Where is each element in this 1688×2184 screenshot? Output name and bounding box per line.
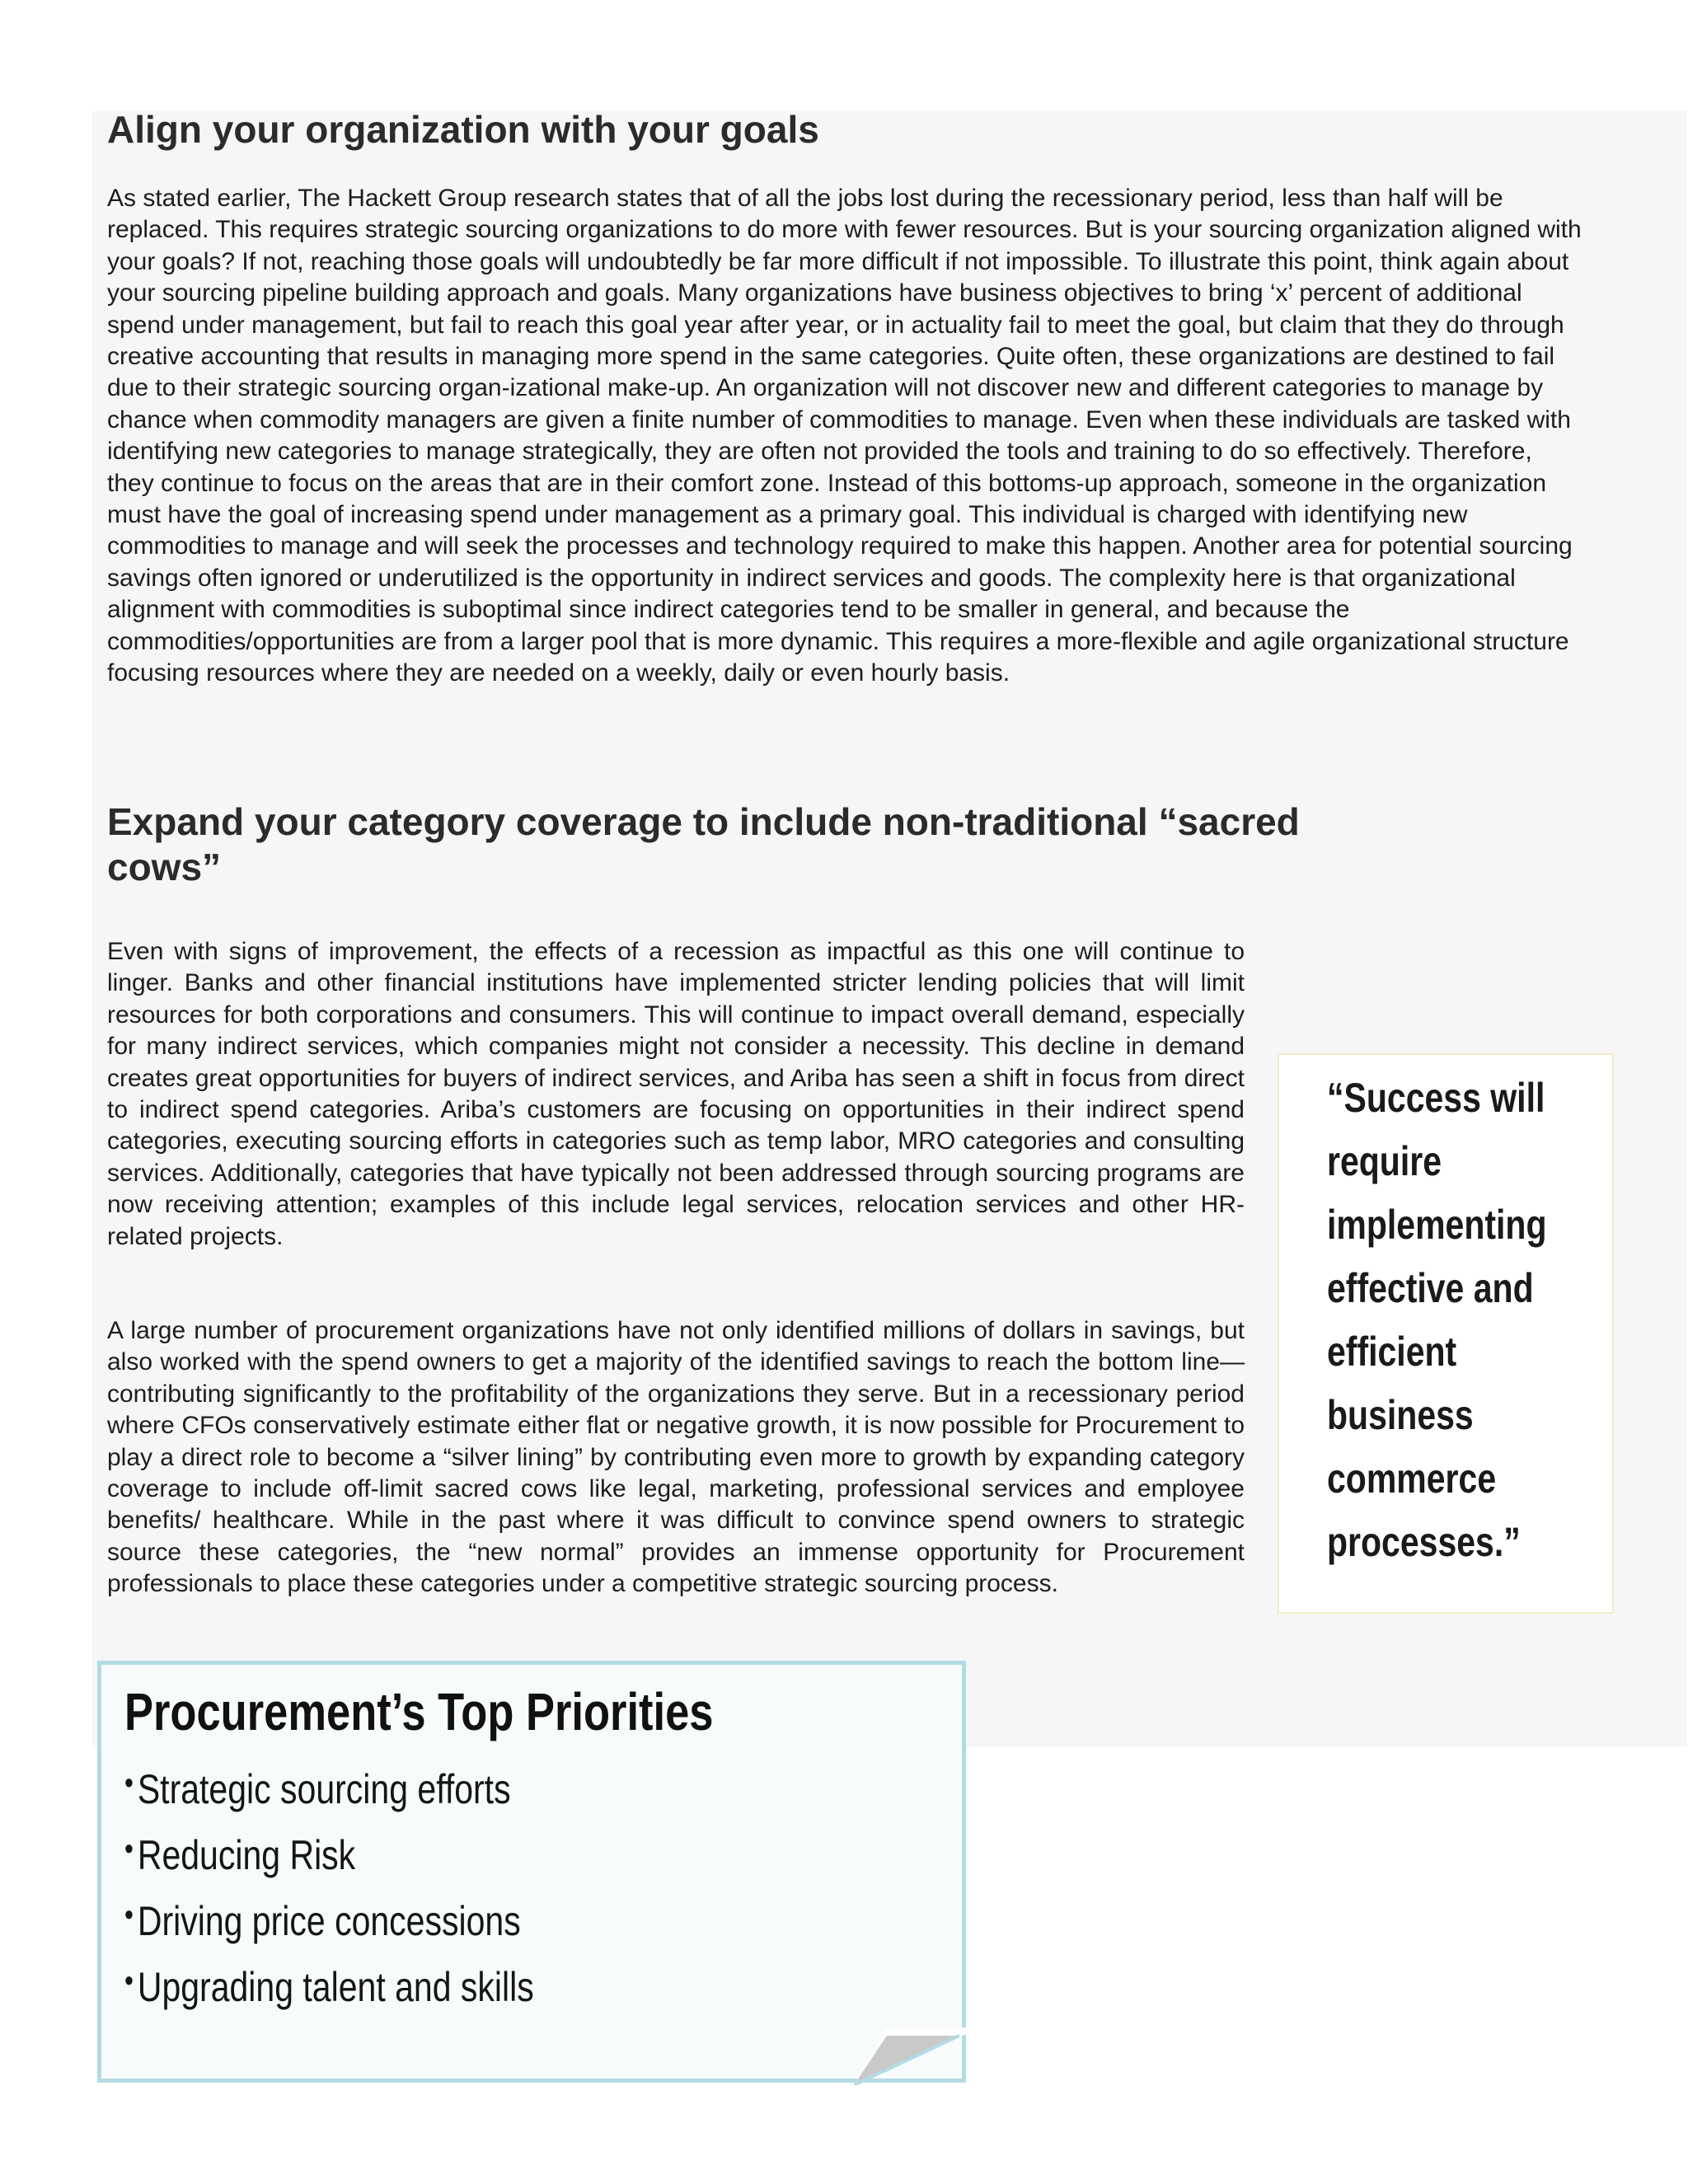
priority-item — [124, 1882, 534, 1948]
bullet-icon: • — [124, 1964, 134, 1999]
section-paragraph-sacred-cows: A large number of procurement organizations have not only identified millions of dollars in savings, but also worked with the spend owners to get a majority of the identified savings to reach the bottom line—contributing significantly to the profitability of the organizations they serve. But in a recessionary period where CFOs conservatively estimate either flat or negative growth, it is now possible for Procurement to play a direct role to become a “silver lining” by contributing even more to growth by expanding category coverage to include off-limit sacred cows like legal, marketing, professional services and employee benefits/ healthcare. While in the past where it was difficult to convince spend owners to strategic source these categories, the “new normal” provides an immense opportunity for Procurement professionals to place these categories under a competitive strategic sourcing process. — [107, 1317, 1245, 1598]
priority-item-label: Upgrading talent and skills — [137, 1964, 534, 2010]
section-heading-expand-category-coverage: Expand your category coverage to include non-traditional “sacred cows” — [107, 800, 1300, 888]
bullet-icon: • — [124, 1898, 134, 1933]
priority-item — [124, 1750, 534, 1816]
section-paragraph-recession-effects: Even with signs of improvement, the effects of a recession as impactful as this one will continue to linger. Banks and other financial institutions have implemented stricter lending policies that will limit resources for both corporations and consumers. This will continue to impact overall demand, especially for many indirect services, which companies might not consider a necessity. This decline in demand creates great opportunities for buyers of indirect services, and Ariba has seen a shift in focus from direct to indirect spend categories. Ariba’s customers are focusing on opportunities in their indirect spend categories, executing sourcing efforts in categories such as temp labor, MRO categories and consulting services. Additionally, categories that have typically not been addressed through sourcing programs are now receiving attention; examples of this include legal services, relocation services and other HR-related projects. — [107, 938, 1245, 1250]
bullet-icon: • — [124, 1832, 134, 1867]
priority-item-label: Reducing Risk — [137, 1832, 356, 1878]
top-priorities-callout — [97, 1661, 966, 2083]
priority-item-label: Driving price concessions — [137, 1898, 521, 1944]
pull-quote-box — [1278, 1053, 1614, 1614]
priority-item-label: Strategic sourcing efforts — [137, 1766, 511, 1812]
pull-quote-text: “Success will require implementing effective and efficient business commerce processes.” — [1327, 1075, 1547, 1565]
section-heading-align-organization: Align your organization with your goals — [107, 108, 819, 151]
section-paragraph-align-organization: As stated earlier, The Hackett Group research states that of all the jobs lost during the recessionary period, less than half will be replaced. This requires strategic sourcing organizations to do more with fewer resources. But is your sourcing organization aligned with your goals? If not, reaching those goals will undoubtedly be far more difficult if not impossible. To illustrate this point, think again about your sourcing pipeline building approach and goals. Many organizations have business objectives to bring ‘x’ percent of additional spend under management, but fail to reach this goal year after year, or in actuality fail to meet the goal, but claim that they do through creative accounting that results in managing more spend in the same categories. Quite often, these organizations are destined to fail due to their strategic sourcing organ-izational make-up. An organization will not discover new and different categories to manage by chance when commodity managers are given a finite number of commodities to manage. Even when these individuals are tasked with identifying new categories to manage strategically, they are often not provided the tools and training to do so effectively. Therefore, they continue to focus on the areas that are in their comfort zone. Instead of this bottoms-up approach, someone in the organization must have the goal of increasing spend under management as a primary goal. This individual is charged with identifying new commodities to manage and will seek the processes and technology required to make this happen. Another area for potential sourcing savings often ignored or underutilized is the opportunity in indirect services and goods. The complexity here is that organizational alignment with commodities is suboptimal since indirect categories tend to be smaller in general, and because the commodities/opportunities are from a larger pool that is more dynamic. This requires a more-flexible and agile organizational structure focusing resources where they are needed on a weekly, daily or even hourly basis. — [107, 185, 1582, 687]
priority-item — [124, 1948, 534, 2014]
priority-item — [124, 1816, 534, 1882]
priorities-list — [124, 1750, 624, 2014]
callout-title: Procurement’s Top Priorities — [124, 1682, 714, 1741]
page-curl-icon — [854, 2027, 966, 2085]
bullet-icon: • — [124, 1766, 134, 1801]
